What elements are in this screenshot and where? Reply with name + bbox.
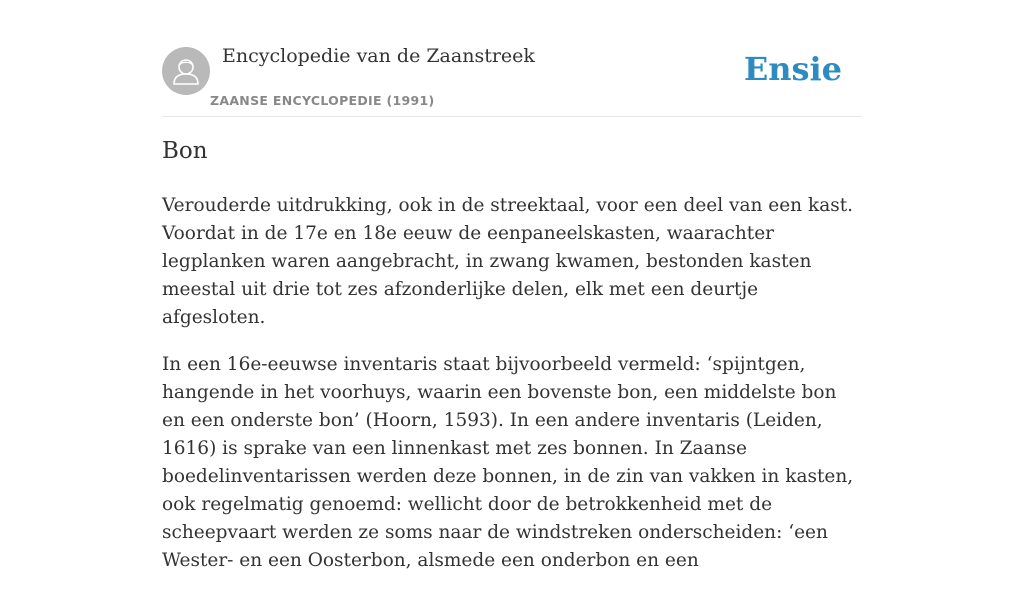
page-container	[162, 0, 862, 571]
avatar[interactable]	[162, 47, 210, 95]
user-icon	[162, 47, 210, 95]
source-title-link[interactable]: Encyclopedie van de Zaanstreek	[222, 45, 535, 67]
article-body	[162, 192, 862, 594]
page-title: Bon	[162, 138, 208, 164]
article-paragraph: In een 16e-eeuwse inventaris staat bijvoorbeeld vermeld: ‘spijntgen, hangende in het voorhuys, waarin een bovenste bon, een middelste bon en een onderste bon’ (Hoorn, 1593). In een andere inventaris (Leiden, 1616) is sprake van een linnenkast met zes bonnen. In Zaanse boedelinventarissen werden deze bonnen, in de zin van vakken in kasten, ook regelmatig genoemd: wellicht door de betrokkenheid met de scheepvaart werden ze soms naar de windstreken onderscheiden: ‘een Wester- en een Oosterbon, alsmede een onderbon en een	[162, 354, 854, 571]
brand-logo[interactable]: Ensie	[743, 50, 842, 88]
source-subtitle: ZAANSE ENCYCLOPEDIE (1991)	[210, 93, 435, 108]
source-header	[162, 0, 862, 117]
article-paragraph: Verouderde uitdrukking, ook in de streektaal, voor een deel van een kast. Voordat in de 17e en 18e eeuw de eenpaneelskasten, waarachter legplanken waren aangebracht, in zwang kwamen, bestonden kasten meestal uit drie tot zes afzonderlijke delen, elk met een deurtje afgesloten.	[162, 195, 854, 328]
